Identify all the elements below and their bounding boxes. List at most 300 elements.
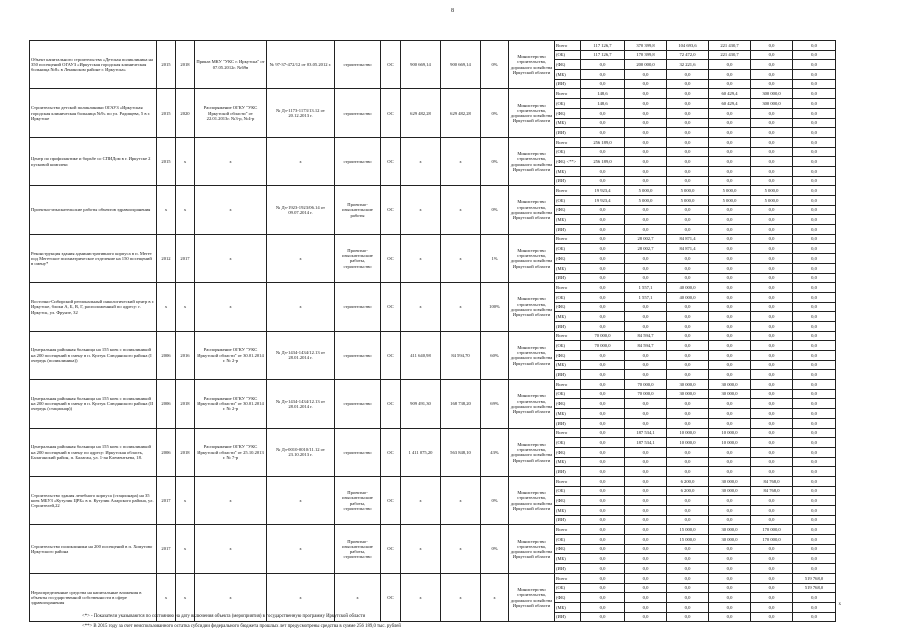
funding-value-cell: 0,0 <box>625 525 667 535</box>
estimated-cost-cell: 900 669,14 <box>401 41 441 89</box>
form-cell: ОС <box>381 428 401 476</box>
contract-cell: № Дз-1173-1173/13.12 от 20.12.2013 г. <box>267 89 335 137</box>
funding-value-cell: 0,0 <box>667 137 709 147</box>
funding-value-cell: 0,0 <box>625 225 667 235</box>
stage-cell: строительство <box>335 380 381 428</box>
estimated-cost-cell: 1 411 075,20 <box>401 428 441 476</box>
funding-value-cell: 0,0 <box>751 244 793 254</box>
funding-value-cell: 0,0 <box>793 321 836 331</box>
customer-cell: Министерство строительства, дорожного хозяйства Иркутской области <box>509 525 555 573</box>
funding-value-cell: 0,0 <box>709 60 751 70</box>
funding-value-cell: 0,0 <box>751 593 793 603</box>
funding-value-cell: 0,0 <box>581 438 625 448</box>
funding-value-cell: 0,0 <box>709 341 751 351</box>
funding-value-cell: 0,0 <box>793 79 836 89</box>
funding-value-cell: 0,0 <box>581 244 625 254</box>
decision-doc-cell: x <box>195 573 267 621</box>
funding-value-cell: 300 000,0 <box>751 89 793 99</box>
funding-source-cell: Всего <box>555 234 581 244</box>
funding-source-cell: (ОБ) <box>555 341 581 351</box>
funding-value-cell: 15 000,0 <box>667 535 709 545</box>
funding-value-cell: 0,0 <box>625 312 667 322</box>
funding-value-cell: 0,0 <box>581 283 625 293</box>
funding-source-cell: (ОБ) <box>555 292 581 302</box>
object-name-cell: Объект капитального строительства «Детская поликлиника на 350 посещений ОГАУЗ «Иркутская городская клиническая больница №8» в Ленинском районе г. Иркутска» <box>30 41 157 89</box>
stage-cell: строительство <box>335 89 381 137</box>
funding-value-cell: 148,6 <box>581 89 625 99</box>
funding-value-cell: 0,0 <box>625 302 667 312</box>
end-year-cell: 2018 <box>176 428 195 476</box>
funding-value-cell: 0,0 <box>793 215 836 225</box>
funding-value-cell: 0,0 <box>709 409 751 419</box>
form-cell: ОС <box>381 476 401 524</box>
start-year-cell: 2015 <box>157 41 176 89</box>
decision-doc-cell: Приказ МКУ "УКС г. Иркутска" от 07.05.2012г. №69в <box>195 41 267 89</box>
funding-value-cell: 0,0 <box>751 418 793 428</box>
funding-value-cell: 0,0 <box>793 196 836 206</box>
funding-value-cell: 0,0 <box>581 60 625 70</box>
funding-value-cell: 0,0 <box>751 447 793 457</box>
funding-value-cell: 0,0 <box>709 215 751 225</box>
object-name-cell: Центр по профилактике и борьбе со СПИДом в г. Иркутске 2 пусковой комплекс <box>30 137 157 185</box>
end-year-cell: 2020 <box>176 89 195 137</box>
funding-value-cell: 0,0 <box>667 302 709 312</box>
funding-value-cell: 0,0 <box>751 41 793 51</box>
contract-cell: x <box>267 283 335 331</box>
funding-value-cell: 0,0 <box>709 128 751 138</box>
funding-source-cell: (ИИ) <box>555 467 581 477</box>
funding-value-cell: 0,0 <box>709 263 751 273</box>
funding-value-cell: 0,0 <box>667 506 709 516</box>
table-row <box>30 525 836 535</box>
funding-source-cell: (ИИ) <box>555 225 581 235</box>
funding-value-cell: 0,0 <box>793 128 836 138</box>
form-cell: ОС <box>381 41 401 89</box>
funding-value-cell: 0,0 <box>709 244 751 254</box>
funding-value-cell: 0,0 <box>625 409 667 419</box>
funding-value-cell: 0,0 <box>667 157 709 167</box>
funding-value-cell: 0,0 <box>793 108 836 118</box>
funding-value-cell: 0,0 <box>751 50 793 60</box>
funding-value-cell: 0,0 <box>793 496 836 506</box>
funding-value-cell: 0,0 <box>793 438 836 448</box>
funding-source-cell: (МБ) <box>555 312 581 322</box>
table-row <box>30 331 836 341</box>
funding-value-cell: 300 000,0 <box>751 99 793 109</box>
funding-value-cell: 1 557,1 <box>625 292 667 302</box>
funding-value-cell: 148,6 <box>581 99 625 109</box>
funding-value-cell: 0,0 <box>581 351 625 361</box>
funding-value-cell: 0,0 <box>793 205 836 215</box>
funding-value-cell: 187 534,1 <box>625 438 667 448</box>
funding-value-cell: 0,0 <box>793 263 836 273</box>
customer-cell: Министерство строительства, дорожного хозяйства Иркутской области <box>509 89 555 137</box>
funding-value-cell: 0,0 <box>667 176 709 186</box>
funding-value-cell: 0,0 <box>625 99 667 109</box>
funding-source-cell: (ФБ) <**> <box>555 157 581 167</box>
end-year-cell: 2018 <box>176 41 195 89</box>
funding-value-cell: 0,0 <box>751 399 793 409</box>
funding-value-cell: 0,0 <box>709 225 751 235</box>
funding-value-cell: 0,0 <box>667 89 709 99</box>
object-name-cell: Строительство здания лечебного корпуса (стационара) на 35 коек МБУЗ «Кутулик ЦРБ» в п. Кутулик Аларского района, ул. Строителей,22 <box>30 476 157 524</box>
funding-value-cell: 0,0 <box>709 564 751 574</box>
footnote-1: <*> - Показатели указываются по состоянию на дату включения объекта (мероприятия) в государственную программу Иркутской области <box>82 614 366 619</box>
funding-value-cell: 72 472,0 <box>667 50 709 60</box>
balance-cost-cell: x <box>441 476 481 524</box>
contract-cell: x <box>267 476 335 524</box>
funding-value-cell: 0,0 <box>751 128 793 138</box>
balance-cost-cell: 629 482,28 <box>441 89 481 137</box>
funding-value-cell: 0,0 <box>625 360 667 370</box>
funding-value-cell: 0,0 <box>625 128 667 138</box>
funding-value-cell: 0,0 <box>625 612 667 622</box>
customer-cell: Министерство строительства, дорожного хозяйства Иркутской области <box>509 234 555 282</box>
funding-source-cell: (МБ) <box>555 118 581 128</box>
funding-source-cell: (ИИ) <box>555 515 581 525</box>
customer-cell: Министерство строительства, дорожного хозяйства Иркутской области <box>509 186 555 234</box>
funding-value-cell: 256 189,0 <box>581 157 625 167</box>
funding-value-cell: 0,0 <box>793 157 836 167</box>
object-name-cell: Проектно-изыскательские работы объектов здравоохранения <box>30 186 157 234</box>
funding-value-cell: 0,0 <box>751 137 793 147</box>
funding-value-cell: 0,0 <box>667 254 709 264</box>
end-year-cell: x <box>176 525 195 573</box>
funding-value-cell: 0,0 <box>751 467 793 477</box>
funding-value-cell: 0,0 <box>581 302 625 312</box>
funding-value-cell: 0,0 <box>581 176 625 186</box>
funding-value-cell: 0,0 <box>709 108 751 118</box>
start-year-cell: 2015 <box>157 89 176 137</box>
funding-value-cell: 0,0 <box>581 370 625 380</box>
funding-value-cell: 0,0 <box>709 399 751 409</box>
funding-value-cell: 0,0 <box>581 360 625 370</box>
funding-value-cell: 0,0 <box>709 70 751 80</box>
table-row <box>30 428 836 438</box>
funding-value-cell: 0,0 <box>793 89 836 99</box>
table-row <box>30 283 836 293</box>
contract-cell: x <box>267 525 335 573</box>
funding-value-cell: 0,0 <box>667 457 709 467</box>
funding-value-cell: 0,0 <box>751 118 793 128</box>
funding-value-cell: 0,0 <box>625 535 667 545</box>
funding-source-cell: (ИИ) <box>555 176 581 186</box>
funding-value-cell: 0,0 <box>793 612 836 622</box>
decision-doc-cell: x <box>195 234 267 282</box>
funding-value-cell: 30 000,0 <box>709 389 751 399</box>
end-year-cell: x <box>176 573 195 621</box>
funding-value-cell: 5 000,0 <box>667 196 709 206</box>
stage-cell: Проектно-изыскательские работы, строительство <box>335 476 381 524</box>
object-name-cell: Центральная районная больница на 155 коек с поликлиникой на 200 посещений в смену в п. Култук Слюдянского района (II очередь (стационар)) <box>30 380 157 428</box>
funding-value-cell: 0,0 <box>793 302 836 312</box>
start-year-cell: 2015 <box>157 137 176 185</box>
funding-value-cell: 0,0 <box>667 331 709 341</box>
contract-cell: № Дз-1923-1923/06.14 от 09.07.2014 г. <box>267 186 335 234</box>
funding-value-cell: 0,0 <box>793 593 836 603</box>
funding-value-cell: 0,0 <box>793 370 836 380</box>
form-cell: ОС <box>381 380 401 428</box>
funding-value-cell: 0,0 <box>667 370 709 380</box>
funding-value-cell: 0,0 <box>625 137 667 147</box>
funding-value-cell: 0,0 <box>625 118 667 128</box>
funding-value-cell: 0,0 <box>625 515 667 525</box>
funding-value-cell: 256 189,0 <box>581 137 625 147</box>
funding-source-cell: (ОБ) <box>555 147 581 157</box>
funding-value-cell: 0,0 <box>667 225 709 235</box>
funding-value-cell: 200 000,0 <box>625 60 667 70</box>
funding-value-cell: 0,0 <box>751 283 793 293</box>
table-row <box>30 573 836 583</box>
funding-value-cell: 0,0 <box>751 157 793 167</box>
funding-value-cell: 5 000,0 <box>709 196 751 206</box>
funding-value-cell: 0,0 <box>709 283 751 293</box>
funding-source-cell: (ФБ) <box>555 254 581 264</box>
funding-value-cell: 0,0 <box>793 399 836 409</box>
funding-value-cell: 0,0 <box>667 602 709 612</box>
funding-value-cell: 0,0 <box>751 312 793 322</box>
table-row <box>30 186 836 196</box>
funding-value-cell: 0,0 <box>793 380 836 390</box>
funding-source-cell: Всего <box>555 137 581 147</box>
funding-value-cell: 0,0 <box>793 166 836 176</box>
funding-value-cell: 0,0 <box>751 321 793 331</box>
readiness-cell: 60% <box>481 331 509 379</box>
funding-value-cell: 0,0 <box>625 418 667 428</box>
funding-source-cell: (ФБ) <box>555 60 581 70</box>
end-year-cell: x <box>176 476 195 524</box>
funding-value-cell: 19 923,4 <box>581 196 625 206</box>
funding-value-cell: 0,0 <box>667 70 709 80</box>
funding-value-cell: 0,0 <box>751 147 793 157</box>
funding-value-cell: 84 768,0 <box>751 486 793 496</box>
funding-value-cell: 30 000,0 <box>667 380 709 390</box>
funding-value-cell: 0,0 <box>793 457 836 467</box>
funding-value-cell: 0,0 <box>625 263 667 273</box>
table-row <box>30 137 836 147</box>
balance-cost-cell: x <box>441 525 481 573</box>
funding-value-cell: 0,0 <box>625 157 667 167</box>
funding-value-cell: 0,0 <box>751 457 793 467</box>
funding-value-cell: 0,0 <box>709 447 751 457</box>
funding-value-cell: 0,0 <box>581 515 625 525</box>
funding-value-cell: 0,0 <box>709 157 751 167</box>
funding-value-cell: 0,0 <box>793 564 836 574</box>
funding-value-cell: 0,0 <box>581 254 625 264</box>
customer-cell: Министерство строительства, дорожного хозяйства Иркутской области <box>509 137 555 185</box>
funding-source-cell: (ИИ) <box>555 273 581 283</box>
funding-value-cell: 0,0 <box>625 399 667 409</box>
decision-doc-cell: x <box>195 525 267 573</box>
funding-value-cell: 0,0 <box>667 467 709 477</box>
funding-value-cell: 0,0 <box>625 496 667 506</box>
side-mark: x <box>838 602 841 607</box>
funding-value-cell: 0,0 <box>751 370 793 380</box>
funding-source-cell: Всего <box>555 331 581 341</box>
funding-value-cell: 70 000,0 <box>581 331 625 341</box>
readiness-cell: 69% <box>481 380 509 428</box>
funding-value-cell: 5 000,0 <box>625 196 667 206</box>
funding-source-cell: Всего <box>555 283 581 293</box>
funding-value-cell: 0,0 <box>751 254 793 264</box>
funding-source-cell: (МБ) <box>555 554 581 564</box>
contract-cell: x <box>267 573 335 621</box>
funding-source-cell: (МБ) <box>555 409 581 419</box>
funding-value-cell: 0,0 <box>667 147 709 157</box>
readiness-cell: 43% <box>481 428 509 476</box>
balance-cost-cell: x <box>441 573 481 621</box>
balance-cost-cell: x <box>441 137 481 185</box>
funding-value-cell: 0,0 <box>709 370 751 380</box>
customer-cell: Министерство строительства, дорожного хозяйства Иркутской области <box>509 380 555 428</box>
funding-value-cell: 0,0 <box>793 254 836 264</box>
funding-value-cell: 0,0 <box>793 292 836 302</box>
funding-source-cell: (ОБ) <box>555 438 581 448</box>
funding-value-cell: 0,0 <box>667 544 709 554</box>
funding-source-cell: (ОБ) <box>555 50 581 60</box>
customer-cell: Министерство строительства, дорожного хозяйства Иркутской области <box>509 331 555 379</box>
funding-value-cell: 0,0 <box>625 602 667 612</box>
funding-source-cell: (ИИ) <box>555 612 581 622</box>
funding-value-cell: 10 000,0 <box>667 438 709 448</box>
funding-value-cell: 5 000,0 <box>751 196 793 206</box>
decision-doc-cell: x <box>195 186 267 234</box>
funding-value-cell: 0,0 <box>625 89 667 99</box>
funding-value-cell: 0,0 <box>625 583 667 593</box>
funding-value-cell: 0,0 <box>793 50 836 60</box>
funding-value-cell: 84 594,7 <box>625 331 667 341</box>
customer-cell: Министерство строительства, дорожного хозяйства Иркутской области <box>509 41 555 89</box>
funding-value-cell: 0,0 <box>667 515 709 525</box>
funding-source-cell: (МБ) <box>555 602 581 612</box>
page-number: 8 <box>451 8 454 14</box>
funding-value-cell: 170 000,0 <box>751 525 793 535</box>
object-name-cell: Центральная районная больница на 155 коек с поликлиникой на 200 посещений в смену по адресу: Иркутская область, Балаганский район, п. Балаган, ул. 1-ая Клементьева, 18. <box>30 428 157 476</box>
funding-source-cell: (МБ) <box>555 360 581 370</box>
funding-value-cell: 0,0 <box>625 147 667 157</box>
funding-source-cell: Всего <box>555 41 581 51</box>
funding-value-cell: 0,0 <box>667 128 709 138</box>
funding-value-cell: 32 221,6 <box>667 60 709 70</box>
funding-value-cell: 0,0 <box>581 428 625 438</box>
funding-value-cell: 0,0 <box>581 544 625 554</box>
funding-value-cell: 0,0 <box>625 176 667 186</box>
funding-value-cell: 0,0 <box>751 341 793 351</box>
funding-value-cell: 0,0 <box>581 554 625 564</box>
readiness-cell: x <box>481 573 509 621</box>
readiness-cell: 0% <box>481 89 509 137</box>
readiness-cell: 1% <box>481 234 509 282</box>
funding-value-cell: 30 000,0 <box>709 535 751 545</box>
funding-value-cell: 0,0 <box>667 215 709 225</box>
funding-value-cell: 0,0 <box>581 593 625 603</box>
funding-value-cell: 0,0 <box>581 583 625 593</box>
funding-value-cell: 0,0 <box>751 166 793 176</box>
stage-cell: Проектно-изыскательские работы, строительство <box>335 525 381 573</box>
funding-value-cell: 0,0 <box>709 234 751 244</box>
funding-value-cell: 0,0 <box>751 409 793 419</box>
funding-value-cell: 0,0 <box>751 176 793 186</box>
decision-doc-cell: x <box>195 283 267 331</box>
funding-value-cell: 0,0 <box>625 593 667 603</box>
funding-source-cell: Всего <box>555 89 581 99</box>
estimated-cost-cell: 629 482,28 <box>401 89 441 137</box>
funding-value-cell: 0,0 <box>667 108 709 118</box>
form-cell: ОС <box>381 525 401 573</box>
table-row <box>30 380 836 390</box>
funding-value-cell: 0,0 <box>581 292 625 302</box>
funding-source-cell: Всего <box>555 186 581 196</box>
balance-cost-cell: x <box>441 186 481 234</box>
funding-value-cell: 0,0 <box>793 60 836 70</box>
funding-value-cell: 0,0 <box>709 147 751 157</box>
funding-value-cell: 0,0 <box>793 225 836 235</box>
stage-cell: Проектно-изыскательские работы, строительство <box>335 234 381 282</box>
funding-value-cell: 0,0 <box>793 273 836 283</box>
funding-value-cell: 0,0 <box>793 41 836 51</box>
funding-value-cell: 0,0 <box>751 234 793 244</box>
estimated-cost-cell: x <box>401 283 441 331</box>
funding-value-cell: 0,0 <box>793 99 836 109</box>
balance-cost-cell: 168 738,20 <box>441 380 481 428</box>
funding-value-cell: 0,0 <box>581 602 625 612</box>
funding-value-cell: 0,0 <box>751 506 793 516</box>
funding-value-cell: 0,0 <box>751 380 793 390</box>
funding-source-cell: (ИИ) <box>555 370 581 380</box>
funding-value-cell: 0,0 <box>793 244 836 254</box>
funding-value-cell: 0,0 <box>751 351 793 361</box>
funding-value-cell: 0,0 <box>709 360 751 370</box>
funding-value-cell: 104 693,6 <box>667 41 709 51</box>
funding-value-cell: 0,0 <box>625 321 667 331</box>
funding-value-cell: 0,0 <box>793 554 836 564</box>
funding-source-cell: Всего <box>555 573 581 583</box>
funding-value-cell: 117 126,7 <box>581 41 625 51</box>
funding-value-cell: 0,0 <box>581 215 625 225</box>
funding-value-cell: 0,0 <box>793 418 836 428</box>
balance-cost-cell: x <box>441 234 481 282</box>
contract-cell: № Дз-1434-1434/12.13 от 28.01.2014 г. <box>267 380 335 428</box>
funding-value-cell: 40 000,0 <box>667 283 709 293</box>
funding-value-cell: 0,0 <box>625 486 667 496</box>
balance-cost-cell: 563 848,10 <box>441 428 481 476</box>
funding-value-cell: 0,0 <box>793 486 836 496</box>
funding-source-cell: (МБ) <box>555 457 581 467</box>
table-row <box>30 234 836 244</box>
funding-source-cell: (ИИ) <box>555 128 581 138</box>
funding-source-cell: (ФБ) <box>555 351 581 361</box>
object-name-cell: Строительство детской поликлиники ОГАУЗ «Иркутская городская клиническая больница №9» по ул. Радищева, 5 в г. Иркутске <box>30 89 157 137</box>
funding-value-cell: 0,0 <box>667 399 709 409</box>
funding-value-cell: 370 399,8 <box>625 41 667 51</box>
funding-value-cell: 0,0 <box>793 476 836 486</box>
end-year-cell: x <box>176 137 195 185</box>
funding-value-cell: 0,0 <box>667 312 709 322</box>
funding-value-cell: 0,0 <box>625 254 667 264</box>
funding-value-cell: 519 768,0 <box>793 573 836 583</box>
funding-value-cell: 0,0 <box>667 612 709 622</box>
funding-value-cell: 0,0 <box>793 389 836 399</box>
funding-value-cell: 0,0 <box>793 467 836 477</box>
funding-value-cell: 0,0 <box>751 583 793 593</box>
funding-value-cell: 0,0 <box>625 70 667 80</box>
funding-value-cell: 0,0 <box>667 447 709 457</box>
funding-source-cell: (ОБ) <box>555 583 581 593</box>
form-cell: ОС <box>381 283 401 331</box>
funding-value-cell: 0,0 <box>581 457 625 467</box>
funding-source-cell: (МБ) <box>555 166 581 176</box>
funding-value-cell: 0,0 <box>625 573 667 583</box>
